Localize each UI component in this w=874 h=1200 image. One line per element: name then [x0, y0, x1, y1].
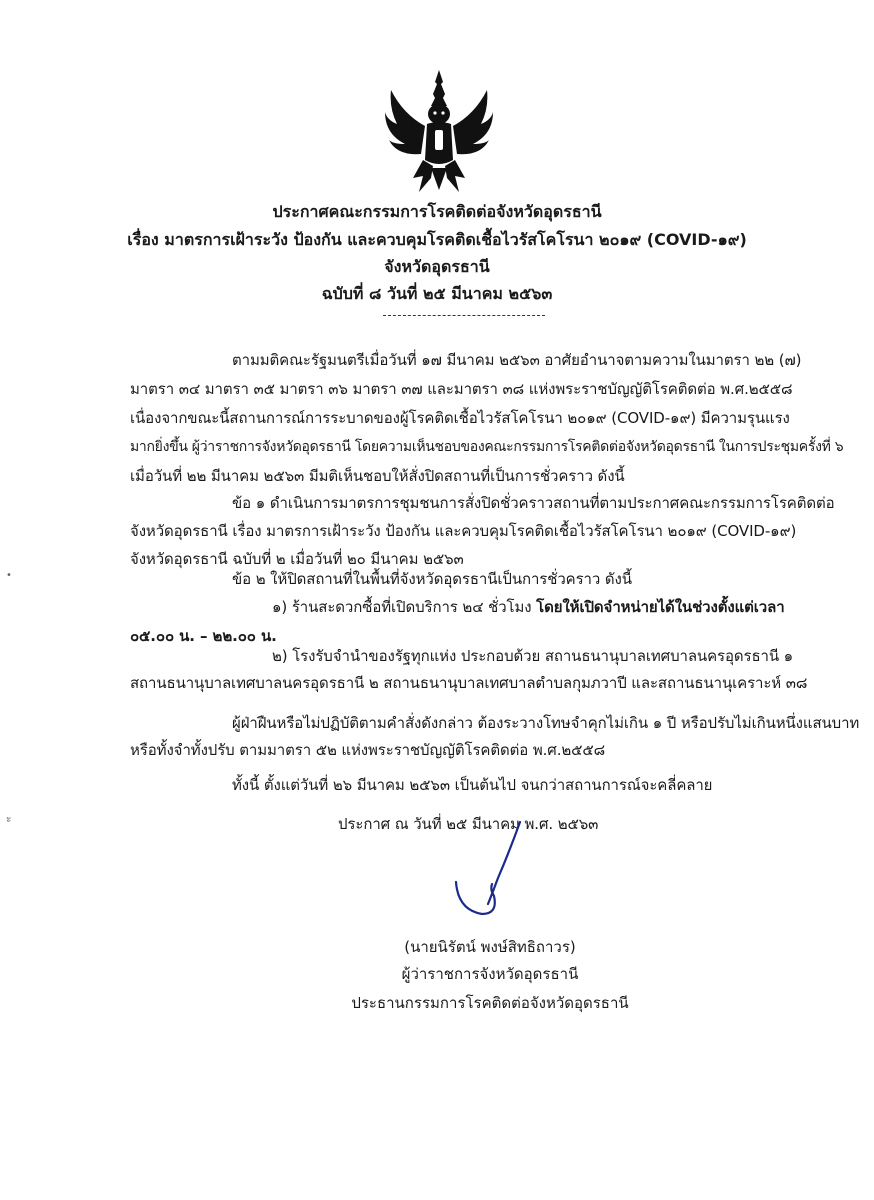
paragraph-1-line: เมื่อวันที่ ๒๒ มีนาคม ๒๕๖๓ มีมติเห็นชอบให้สั่งปิดสถานที่เป็นการชั่วคราว ดังนี้	[130, 467, 625, 485]
handwritten-signature	[448, 820, 528, 920]
signatory-title: ผู้ว่าราชการจังหวัดอุดรธานี	[401, 965, 579, 983]
effective-date: ทั้งนี้ ตั้งแต่วันที่ ๒๖ มีนาคม ๒๕๖๓ เป็นต้นไป จนกว่าสถานการณ์จะคลี่คลาย	[232, 776, 713, 794]
clause-1-line: จังหวัดอุดรธานี ฉบับที่ ๒ เมื่อวันที่ ๒๐ มีนาคม ๒๕๖๓	[130, 550, 464, 568]
paragraph-1-line: มาตรา ๓๔ มาตรา ๓๕ มาตรา ๓๖ มาตรา ๓๗ และมาตรา ๓๘ แห่งพระราชบัญญัติโรคติดต่อ พ.ศ.๒๕๕๘	[130, 380, 793, 398]
header-divider	[383, 315, 545, 316]
scan-mark: •	[6, 570, 12, 581]
signatory-name: (นายนิรัตน์ พงษ์สิทธิถาวร)	[404, 938, 576, 956]
item-1-text: ๑) ร้านสะดวกซื้อที่เปิดบริการ ๒๔ ชั่วโมง	[272, 598, 537, 616]
paragraph-1-line: ตามมติคณะรัฐมนตรีเมื่อวันที่ ๑๗ มีนาคม ๒๕๖๓ อาศัยอำนาจตามความในมาตรา ๒๒ (๗)	[232, 351, 802, 369]
clause-2-item-1	[272, 597, 785, 617]
clause-2-line: ข้อ ๒ ให้ปิดสถานที่ในพื้นที่จังหวัดอุดรธานีเป็นการชั่วคราว ดังนี้	[232, 570, 632, 588]
paragraph-1-line: เนื่องจากขณะนี้สถานการณ์การระบาดของผู้โรคติดเชื้อไวรัสโคโรนา ๒๐๑๙ (COVID-๑๙) มีความรุนแรง	[130, 409, 790, 427]
penalty-line: หรือทั้งจำทั้งปรับ ตามมาตรา ๕๒ แห่งพระราชบัญญัติโรคติดต่อ พ.ศ.๒๕๕๘	[130, 741, 606, 759]
clause-2-item-2: ๒) โรงรับจำนำของรัฐทุกแห่ง ประกอบด้วย สถานธนานุบาลเทศบาลนครอุดรธานี ๑	[272, 647, 794, 665]
item-1-bold-text: โดยให้เปิดจำหน่ายได้ในช่วงตั้งแต่เวลา	[536, 598, 785, 616]
clause-2-item-2-line: สถานธนานุบาลเทศบาลนครอุดรธานี ๒ สถานธนานุบาลเทศบาลตำบลกุมภวาปี และสถานธนานุเคราะห์ ๓๘	[130, 674, 808, 692]
clause-1-line: ข้อ ๑ ดำเนินการมาตรการชุมชนการสั่งปิดชั่วคราวสถานที่ตามประกาศคณะกรรมการโรคติดต่อ	[232, 494, 835, 512]
announcement-province: จังหวัดอุดรธานี	[384, 257, 490, 276]
announcement-issue: ฉบับที่ ๘ วันที่ ๒๕ มีนาคม ๒๕๖๓	[321, 284, 553, 303]
announcement-subject: เรื่อง มาตรการเฝ้าระวัง ป้องกัน และควบคุมโรคติดเชื้อไวรัสโคโรนา ๒๐๑๙ (COVID-๑๙)	[127, 230, 747, 249]
scan-mark: ะ	[6, 814, 12, 825]
announced-date: ประกาศ ณ วันที่ ๒๕ มีนาคม พ.ศ. ๒๕๖๓	[338, 815, 599, 833]
paragraph-1-line: มากยิ่งขึ้น ผู้ว่าราชการจังหวัดอุดรธานี โดยความเห็นชอบของคณะกรรมการโรคติดต่อจังหวัดอุดรธานี ในการประชุมครั้งที่ ๖	[130, 439, 844, 455]
announcement-title: ประกาศคณะกรรมการโรคติดต่อจังหวัดอุดรธานี	[272, 202, 602, 221]
item-1-hours: ๐๕.๐๐ น. – ๒๒.๐๐ น.	[130, 627, 277, 645]
clause-1-line: จังหวัดอุดรธานี เรื่อง มาตรการเฝ้าระวัง ป้องกัน และควบคุมโรคติดเชื้อไวรัสโคโรนา ๒๐๑๙ (COVID-๑๙)	[130, 522, 797, 540]
penalty-line: ผู้ฝ่าฝืนหรือไม่ปฏิบัติตามคำสั่งดังกล่าว ต้องระวางโทษจำคุกไม่เกิน ๑ ปี หรือปรับไม่เกินหนึ่งแสนบาท	[232, 714, 860, 732]
signatory-chair-title: ประธานกรรมการโรคติดต่อจังหวัดอุดรธานี	[351, 994, 629, 1012]
garuda-emblem-icon	[383, 68, 495, 196]
